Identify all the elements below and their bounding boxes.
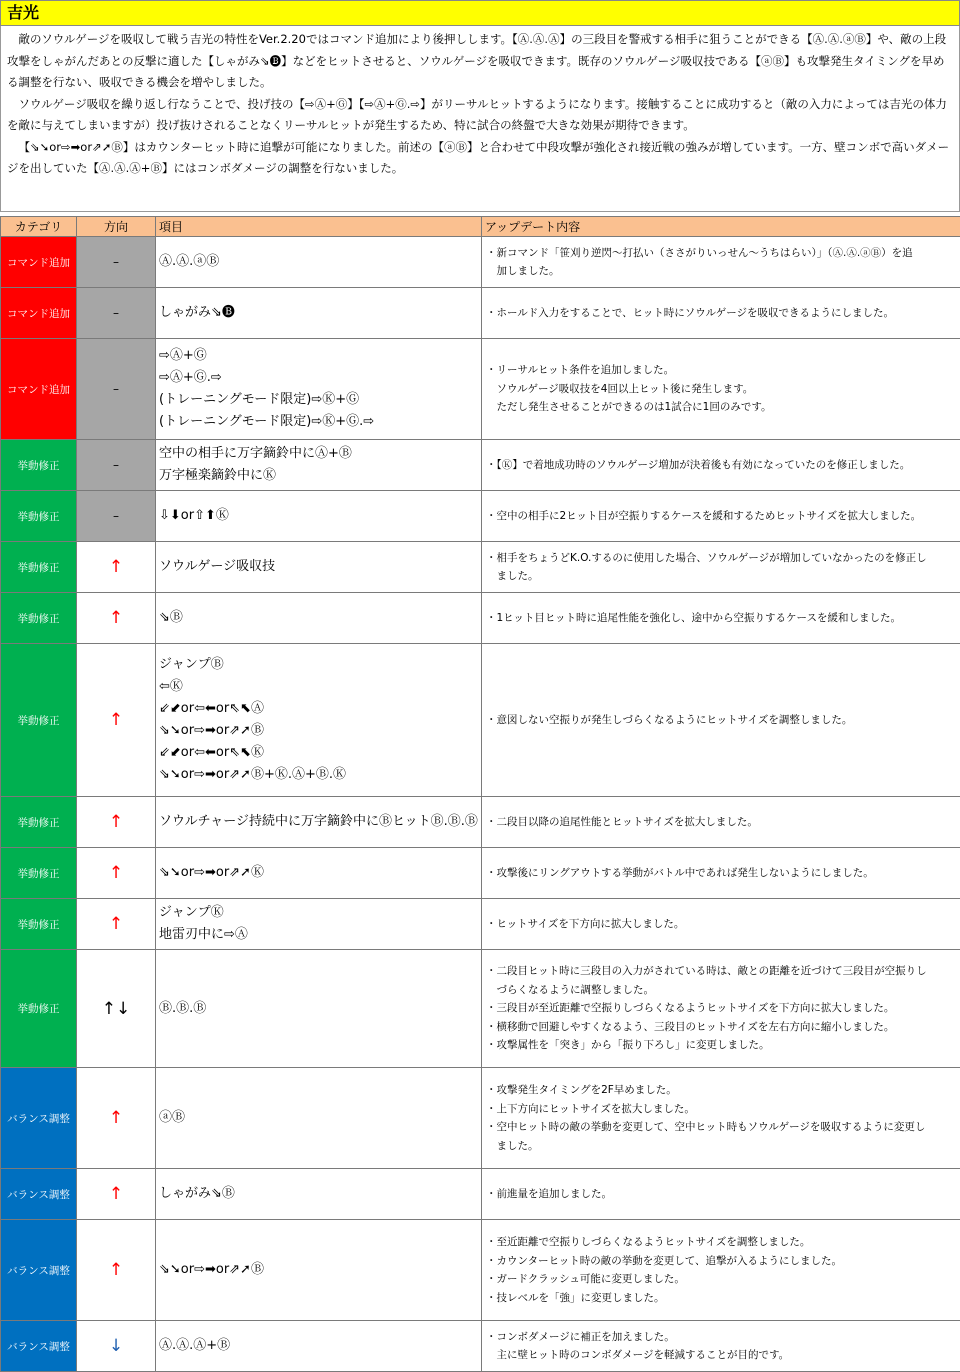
item-cell	[156, 593, 482, 644]
content-cell	[482, 440, 960, 491]
item-cell	[156, 491, 482, 542]
content-line: ました。	[496, 570, 539, 582]
table-row	[1, 288, 960, 339]
arrow-up-icon: ↑	[108, 1260, 124, 1280]
category-cell: 挙動修正	[1, 593, 77, 644]
direction-cell	[77, 440, 156, 491]
item-line: ⇘➘or⇨➡or⇗➚Ⓑ+Ⓚ.Ⓐ+Ⓑ.Ⓚ	[159, 767, 347, 782]
category-cell: 挙動修正	[1, 440, 77, 491]
item-cell	[156, 1321, 482, 1372]
category-cell: 挙動修正	[1, 848, 77, 899]
content-line: ・二段目以降の追尾性能とヒットサイズを拡大しました。	[486, 815, 758, 828]
content-line: ・【Ⓚ】で着地成功時のソウルゲージ増加が決着後も有効になっていたのを修正しました。	[486, 458, 911, 471]
content-line: ・攻撃後にリングアウトする挙動がバトル中であれば発生しないようにしました。	[486, 866, 874, 879]
header-direction: 方向	[77, 217, 156, 237]
no-direction-dash: –	[113, 255, 119, 269]
content-line: ・相手をちょうどK.O.するのに使用した場合、ソウルゲージが増加していなかったのを修正し	[486, 551, 927, 564]
content-line: ただし発生させることができるのは1試合に1回のみです。	[496, 401, 772, 414]
direction-cell	[77, 1068, 156, 1169]
arrow-up-icon: ↑	[108, 812, 124, 832]
content-line: ・攻撃発生タイミングを2F早めました。	[486, 1084, 677, 1096]
content-line: ・上下方向にヒットサイズを拡大しました。	[486, 1102, 695, 1115]
category-cell: 挙動修正	[1, 899, 77, 950]
table-row	[1, 899, 960, 950]
item-cell	[156, 950, 482, 1068]
content-cell	[482, 491, 960, 542]
content-line: ・空中ヒット時の敵の挙動を変更して、空中ヒット時もソウルゲージを吸収するように変更し	[486, 1121, 926, 1133]
table-row	[1, 1169, 960, 1220]
item-line: Ⓐ.Ⓐ.ⓐⒷ	[159, 254, 220, 269]
content-cell	[482, 542, 960, 593]
item-cell	[156, 1169, 482, 1220]
content-line: ・攻撃属性を「突き」から「振り下ろし」に変更しました。	[486, 1039, 770, 1052]
content-line: ・三段目が至近距離で空振りしづらくなるようヒットサイズを下方向に拡大しました。	[486, 1002, 895, 1015]
item-line: しゃがみ⇘Ⓑ	[159, 1186, 235, 1201]
no-direction-dash: –	[113, 458, 119, 472]
arrow-down-icon: ↓	[108, 1336, 124, 1356]
item-cell	[156, 288, 482, 339]
content-cell	[482, 237, 960, 288]
content-line: 主に壁ヒット時のコンボダメージを軽減することが目的です。	[496, 1349, 790, 1361]
arrow-up-icon: ↑	[108, 1184, 124, 1204]
item-line: Ⓑ.Ⓑ.Ⓑ	[159, 1000, 207, 1016]
update-table	[0, 216, 960, 1372]
item-line: ⓐⒷ	[159, 1110, 186, 1125]
content-cell	[482, 1169, 960, 1220]
content-line: ・ガードクラッシュ可能に変更しました。	[486, 1273, 685, 1285]
direction-cell	[77, 1321, 156, 1372]
table-header-row	[1, 217, 960, 237]
content-line: づらくなるように調整しました。	[496, 983, 654, 996]
category-cell: バランス調整	[1, 1169, 77, 1220]
item-line: 空中の相手に万字鏑鈴中にⒶ+Ⓑ	[159, 446, 352, 461]
content-cell	[482, 339, 960, 440]
table-row	[1, 644, 960, 797]
intro-paragraph: 敵のソウルゲージを吸収して戦う吉光の特性をVer.2.20ではコマンド追加により後押しします。【Ⓐ.Ⓐ.Ⓐ】の三段目を警戒する相手に狙うことができる【Ⓐ.Ⓐ.ⓐⒷ】や、敵の上段攻撃をしゃがんだあとの反撃に適した【しゃがみ⇘🅑】などをヒットさせると、ソウルゲージを吸収できます。既存のソウルゲージ吸収技である【ⓐⒷ】も攻撃発生タイミングを早める調整を行ない、吸収できる機会を増やしました。	[7, 32, 947, 89]
arrow-up-icon: ↑	[108, 863, 124, 883]
category-cell: 挙動修正	[1, 644, 77, 797]
category-cell: バランス調整	[1, 1321, 77, 1372]
direction-cell	[77, 1220, 156, 1321]
table-row	[1, 1220, 960, 1321]
item-line: ⇘Ⓑ	[159, 610, 183, 625]
content-line: ・1ヒット目ヒット時に追尾性能を強化し、途中から空振りするケースを緩和しました。	[486, 611, 902, 624]
content-line: ・意図しない空振りが発生しづらくなるようにヒットサイズを調整しました。	[486, 713, 853, 726]
content-line: ・空中の相手に2ヒット目が空振りするケースを緩和するためヒットサイズを拡大しました。	[486, 509, 922, 522]
item-line: ⇨Ⓐ+Ⓖ.⇨	[159, 370, 222, 385]
item-line: ⇩⬇or⇧⬆Ⓚ	[159, 508, 229, 523]
content-cell	[482, 950, 960, 1068]
item-line: ソウルチャージ持続中に万字鏑鈴中にⒷヒットⒷ.Ⓑ.Ⓑ	[159, 814, 478, 829]
header-category: カテゴリ	[1, 217, 77, 237]
direction-cell	[77, 593, 156, 644]
category-cell: 挙動修正	[1, 797, 77, 848]
table-row	[1, 440, 960, 491]
direction-cell	[77, 288, 156, 339]
content-line: ・リーサルヒット条件を追加しました。	[486, 364, 675, 377]
intro-paragraph: 【⇘➘or⇨➡or⇗➚Ⓑ】はカウンターヒット時に追撃が可能になりました。前述の【ⓐⒷ】と合わせて中段攻撃が強化され接近戦の強みが増しています。一方、壁コンボで高いダメージを出していた【Ⓐ.Ⓐ.Ⓐ+Ⓑ】にはコンボダメージの調整を行ないました。	[7, 139, 950, 175]
content-line: ・前進量を追加しました。	[486, 1187, 612, 1200]
direction-cell	[77, 491, 156, 542]
direction-cell	[77, 644, 156, 797]
content-cell	[482, 644, 960, 797]
content-line: ・技レベルを「強」に変更しました。	[486, 1291, 665, 1304]
content-line: ・横移動で回避しやすくなるよう、三段目のヒットサイズを左右方向に縮小しました。	[486, 1020, 895, 1033]
content-cell	[482, 797, 960, 848]
item-line: ⇙⬋or⇦⬅or⇖⬉Ⓐ	[159, 701, 264, 716]
arrow-updown-icon: ↑↓	[101, 998, 131, 1019]
direction-cell	[77, 899, 156, 950]
item-cell	[156, 644, 482, 797]
content-line: 加しました。	[496, 265, 560, 277]
item-line: ソウルゲージ吸収技	[159, 559, 276, 574]
table-row	[1, 237, 960, 288]
content-line: ・至近距離で空振りしづらくなるようヒットサイズを調整しました。	[486, 1236, 811, 1248]
intro-text	[0, 26, 960, 212]
item-cell	[156, 797, 482, 848]
content-cell	[482, 899, 960, 950]
item-line: ⇘➘or⇨➡or⇗➚Ⓚ	[159, 865, 264, 880]
table-row	[1, 848, 960, 899]
content-cell	[482, 1068, 960, 1169]
content-cell	[482, 848, 960, 899]
content-line: ・ヒットサイズを下方向に拡大しました。	[486, 917, 685, 930]
item-cell	[156, 899, 482, 950]
item-cell	[156, 1068, 482, 1169]
item-line: ⇙⬋or⇦⬅or⇖⬉Ⓚ	[159, 745, 264, 760]
arrow-up-icon: ↑	[108, 710, 124, 730]
arrow-up-icon: ↑	[108, 914, 124, 934]
content-cell	[482, 288, 960, 339]
item-line: しゃがみ⇘🅑	[159, 305, 235, 320]
table-row	[1, 1321, 960, 1372]
item-line: ⇦Ⓚ	[159, 679, 183, 694]
item-line: ⇨Ⓐ+Ⓖ	[159, 348, 207, 363]
category-cell: 挙動修正	[1, 491, 77, 542]
arrow-up-icon: ↑	[108, 608, 124, 628]
direction-cell	[77, 339, 156, 440]
direction-cell	[77, 848, 156, 899]
no-direction-dash: –	[113, 306, 119, 320]
arrow-up-icon: ↑	[108, 1108, 124, 1128]
header-content: アップデート内容	[482, 217, 960, 237]
item-cell	[156, 237, 482, 288]
direction-cell	[77, 542, 156, 593]
content-cell	[482, 1220, 960, 1321]
category-cell: 挙動修正	[1, 950, 77, 1068]
item-line: ⇘➘or⇨➡or⇗➚Ⓑ	[159, 1262, 264, 1277]
content-cell	[482, 593, 960, 644]
page-title: 吉光	[0, 0, 960, 26]
item-line: (トレーニングモード限定)⇨Ⓚ+Ⓖ	[159, 392, 360, 407]
table-row	[1, 339, 960, 440]
table-row	[1, 797, 960, 848]
category-cell: バランス調整	[1, 1220, 77, 1321]
item-cell	[156, 542, 482, 593]
table-row	[1, 1068, 960, 1169]
item-line: ジャンプⒷ	[159, 657, 224, 672]
table-row	[1, 491, 960, 542]
item-line: ⇘➘or⇨➡or⇗➚Ⓑ	[159, 723, 264, 738]
item-line: 万字極楽鏑鈴中にⓀ	[159, 468, 277, 483]
arrow-up-icon: ↑	[108, 557, 124, 577]
item-line: (トレーニングモード限定)⇨Ⓚ+Ⓖ.⇨	[159, 414, 375, 429]
direction-cell	[77, 237, 156, 288]
content-line: ・ホールド入力をすることで、ヒット時にソウルゲージを吸収できるようにしました。	[486, 306, 895, 319]
no-direction-dash: –	[113, 382, 119, 396]
intro-paragraph: ソウルゲージ吸収を繰り返し行なうことで、投げ技の【⇨Ⓐ+Ⓖ】【⇨Ⓐ+Ⓖ.⇨】がリーサルヒットするようになります。接触することに成功すると（敵の入力によっては吉光の体力を敵に与えてしまいますが）投げ抜けされることなくリーサルヒットが発生するため、特に試合の終盤で大きな効果が期待できます。	[7, 96, 947, 132]
direction-cell	[77, 797, 156, 848]
item-cell	[156, 440, 482, 491]
item-line: Ⓐ.Ⓐ.Ⓐ+Ⓑ	[159, 1338, 231, 1353]
direction-cell	[77, 950, 156, 1068]
table-row	[1, 950, 960, 1068]
item-cell	[156, 848, 482, 899]
table-row	[1, 542, 960, 593]
item-cell	[156, 339, 482, 440]
content-line: ・コンボダメージに補正を加えました。	[486, 1330, 675, 1343]
category-cell: コマンド追加	[1, 288, 77, 339]
direction-cell	[77, 1169, 156, 1220]
category-cell: コマンド追加	[1, 339, 77, 440]
content-line: ・二段目ヒット時に三段目の入力がされている時は、敵との距離を近づけて三段目が空振りし	[486, 965, 927, 978]
category-cell: バランス調整	[1, 1068, 77, 1169]
item-line: ジャンプⓀ	[159, 905, 224, 920]
category-cell: コマンド追加	[1, 237, 77, 288]
content-line: ソウルゲージ吸収技を4回以上ヒット後に発生します。	[496, 382, 754, 395]
category-cell: 挙動修正	[1, 542, 77, 593]
content-line: ・新コマンド「笹刈り逆閃～打払い（ささがりいっせん～うちはらい）」（Ⓐ.Ⓐ.ⓐⒷ）を追	[486, 246, 913, 259]
content-cell	[482, 1321, 960, 1372]
table-row	[1, 593, 960, 644]
content-line: ・カウンターヒット時の敵の挙動を変更して、追撃が入るようにしました。	[486, 1254, 843, 1267]
item-line: 地雷刃中に⇨Ⓐ	[159, 927, 248, 942]
content-line: ました。	[496, 1139, 539, 1152]
item-cell	[156, 1220, 482, 1321]
no-direction-dash: –	[113, 509, 119, 523]
header-item: 項目	[156, 217, 482, 237]
